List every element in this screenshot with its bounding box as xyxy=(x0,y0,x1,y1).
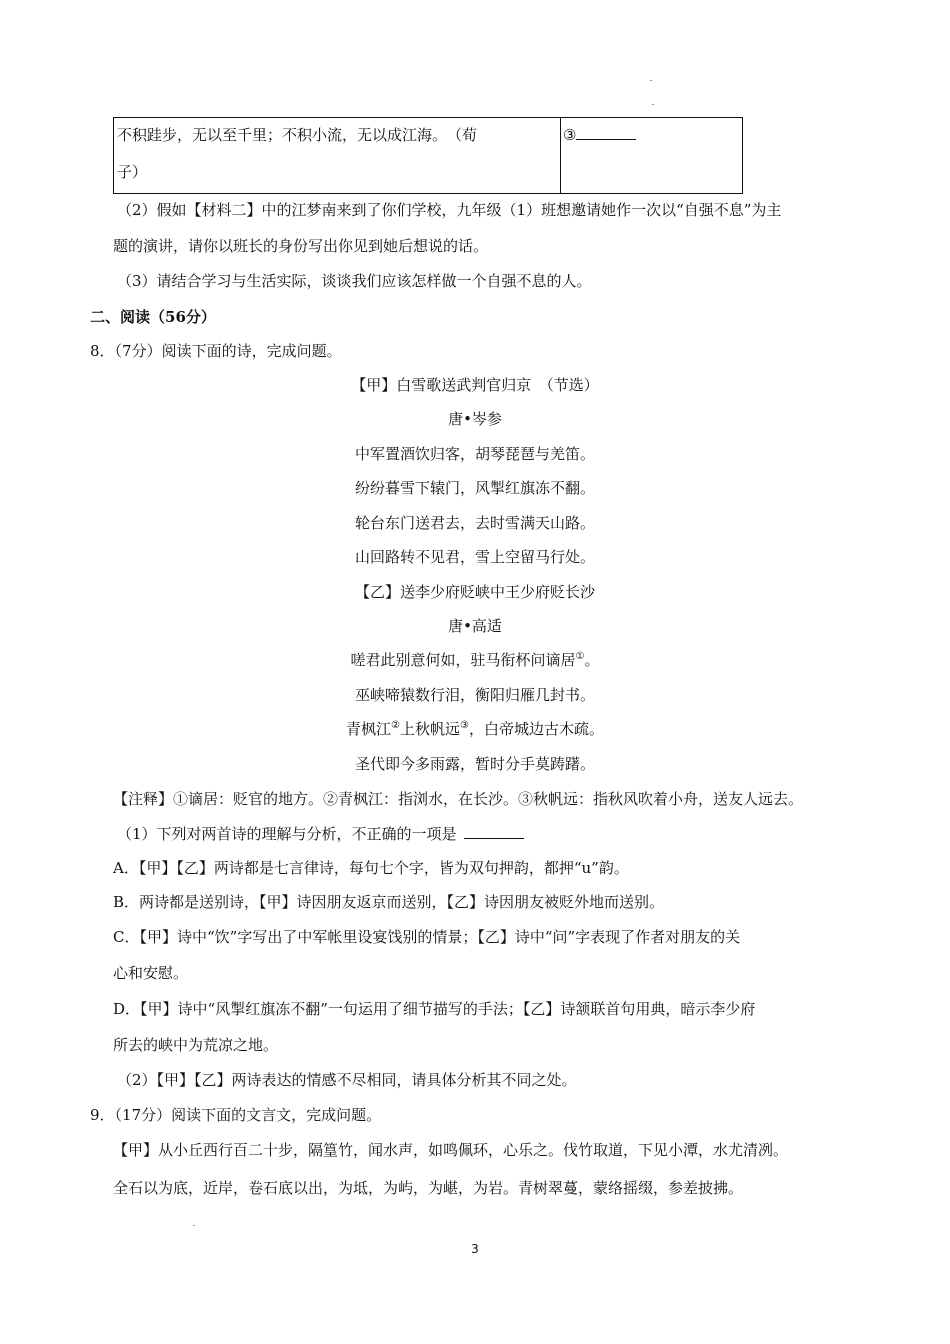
poem1-title: 【甲】白雪歌送武判官归京 （节选） xyxy=(351,376,599,394)
option-a: A．【甲】【乙】两诗都是七言律诗，每句七个字，皆为双句押韵，都押“u”韵。 xyxy=(113,859,629,877)
poem2-line1-text: 嗟君此别意何如，驻马衔杯问谪居 xyxy=(350,651,576,669)
scan-speck xyxy=(193,1225,195,1226)
poem2-author: 唐•高适 xyxy=(448,617,502,635)
page-number: 3 xyxy=(471,1242,479,1256)
poem2-line1-end: 。 xyxy=(584,651,600,669)
q9-passage-line1: 【甲】从小丘西行百二十步，隔篁竹，闻水声，如鸣佩环，心乐之。伐竹取道，下见小潭，水尤清冽。 xyxy=(113,1141,789,1159)
poem2-line: 圣代即今多雨露，暂时分手莫踌躇。 xyxy=(354,755,595,773)
footnote-marker: ③ xyxy=(460,720,469,731)
poem1-line: 轮台东门送君去，去时雪满天山路。 xyxy=(354,514,595,532)
poem2-line3-text: 青枫江 xyxy=(346,720,392,738)
poem2-line3-text: 上秋帆远 xyxy=(399,720,460,738)
q8-sub2: （2）【甲】【乙】两诗表达的情感不尽相同，请具体分析其不同之处。 xyxy=(117,1071,577,1089)
option-c-line1: C．【甲】诗中“饮”字写出了中军帐里设宴饯别的情景；【乙】诗中“问”字表现了作者对朋友的关 xyxy=(113,928,741,946)
scan-speck xyxy=(652,104,654,105)
answer-blank[interactable] xyxy=(464,824,524,839)
table-divider xyxy=(560,118,561,193)
q7-sub2-line1: （2）假如【材料二】中的江梦南来到了你们学校，九年级（1）班想邀请她作一次以“自强不息”为主 xyxy=(117,201,782,219)
scan-speck xyxy=(650,80,652,81)
section-heading: 二、阅读（56分） xyxy=(90,308,216,326)
poem1-line: 纷纷暮雪下辕门，风掣红旗冻不翻。 xyxy=(354,479,595,497)
q8-sub1 xyxy=(117,824,524,844)
poem2-line xyxy=(0,650,950,670)
q8-stem: 8．（7分）阅读下面的诗，完成问题。 xyxy=(90,342,342,360)
poem2-line xyxy=(0,719,950,739)
q8-sub1-text: （1）下列对两首诗的理解与分析，不正确的一项是 xyxy=(117,825,457,843)
answer-blank[interactable] xyxy=(576,125,636,140)
option-b: B．两诗都是送别诗，【甲】诗因朋友返京而送别，【乙】诗因朋友被贬外地而送别。 xyxy=(113,893,665,911)
poem1-line: 山回路转不见君，雪上空留马行处。 xyxy=(354,548,595,566)
table-left-line1: 不积跬步，无以至千里；不积小流，无以成江海。 （荀 xyxy=(117,126,478,144)
poem-notes: 【注释】①谪居：贬官的地方。②青枫江：指浏水，在长沙。③秋帆远：指秋风吹着小舟，送友人远去。 xyxy=(113,790,804,808)
footnote-marker: ② xyxy=(391,720,400,731)
q7-sub3: （3）请结合学习与生活实际，谈谈我们应该怎样做一个自强不息的人。 xyxy=(117,272,592,290)
answer-marker: ③ xyxy=(563,126,577,144)
option-d-line1: D．【甲】诗中“风掣红旗冻不翻”一句运用了细节描写的手法；【乙】诗颔联首句用典，暗示李少府 xyxy=(113,1000,756,1018)
table-right-cell xyxy=(563,125,636,145)
poem1-author: 唐•岑参 xyxy=(448,410,502,428)
q9-passage-line2: 全石以为底，近岸，卷石底以出，为坻，为屿，为嵁，为岩。青树翠蔓，蒙络摇缀，参差披拂。 xyxy=(113,1179,744,1197)
poem2-title: 【乙】送李少府贬峡中王少府贬长沙 xyxy=(354,583,595,601)
option-c-line2: 心和安慰。 xyxy=(113,964,189,982)
footnote-marker: ① xyxy=(575,651,585,662)
poem2-line3-text: ，白帝城边古木疏。 xyxy=(468,720,604,738)
table-left-line2: 子） xyxy=(117,163,148,181)
q9-stem: 9．（17分）阅读下面的文言文，完成问题。 xyxy=(90,1106,382,1124)
poem1-line: 中军置酒饮归客，胡琴琵琶与羌笛。 xyxy=(354,445,595,463)
poem2-line: 巫峡啼猿数行泪，衡阳归雁几封书。 xyxy=(354,686,595,704)
option-d-line2: 所去的峡中为荒凉之地。 xyxy=(113,1036,279,1054)
q7-sub2-line2: 题的演讲，请你以班长的身份写出你见到她后想说的话。 xyxy=(113,237,489,255)
